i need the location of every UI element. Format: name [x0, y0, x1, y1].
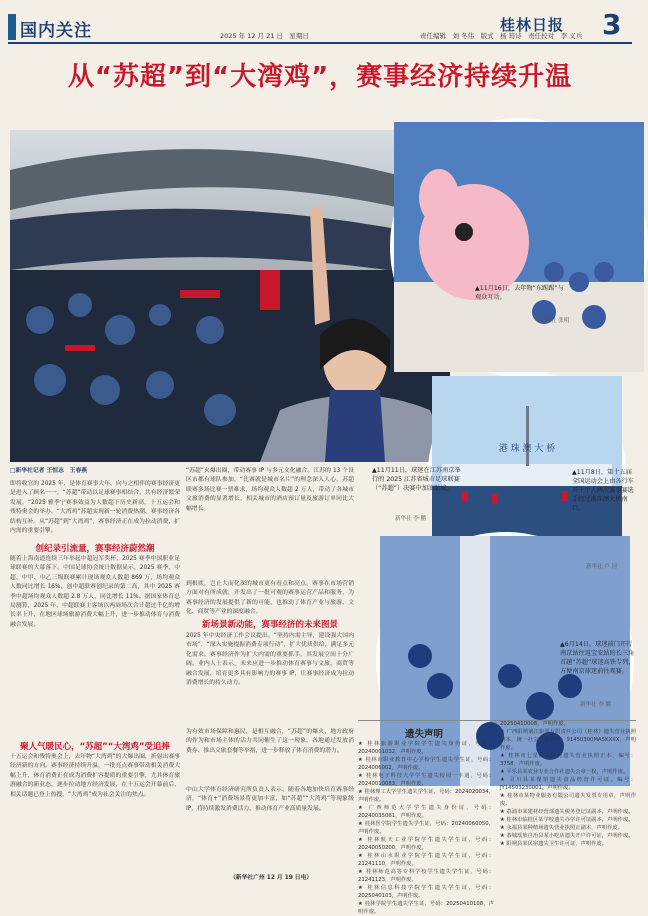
page-number: 3 [602, 8, 622, 41]
newspaper-logo: 桂林日报 [500, 16, 565, 34]
notice-item: ★ 阳朔县某民宿遗失卫生许可证，声明作废。 [500, 841, 608, 847]
main-photo-fan-cheering [10, 130, 450, 462]
notice-item: ★ 桂林信息科技学院学生遗失学生证，号码：2025040103，声明作废。 [358, 885, 494, 899]
caption-text: ▲11月8日，第十五届全国运动会上由各行车开千个人两次赛事赛选手经过港珠澳大桥南口。 [572, 469, 634, 512]
editor-credits: 责任编辑 刘 冬伟 版式 杨 筠诗 责任校对 李 义兵 [420, 32, 583, 40]
date-line: 2025 年 12 月 21 日 星期日 [220, 32, 309, 40]
caption-mascot [475, 284, 565, 302]
notice-item: ★ 荔浦市某建材经营部遗失税务登记证副本，声明作废。 [500, 809, 634, 815]
caption-source: 新华社 李 鹏 [580, 702, 611, 708]
subhead-2: 聚人气暖民心，“苏超”“大湾鸡”受追捧 [20, 742, 170, 752]
header-divider [8, 42, 632, 44]
notice-item: ★ 桂林市某物业服务有限公司遗失发票专用章，声明作废。 [500, 793, 636, 807]
section-title: 国内关注 [20, 21, 92, 41]
section-bar [8, 14, 16, 40]
notice-item: ★ 平乐县某农业专业合作社遗失公章一枚，声明作废。 [500, 769, 629, 775]
hzmb-sign-text: 港 珠 澳 大 桥 [498, 444, 556, 454]
notice-item: ★ 桂林医学院学生遗失学生证，号码：20240060050，声明作废。 [358, 821, 494, 835]
notice-item: ★ 桂林学院学生遗失学生证，号码：20250410108，声明作废。 [358, 901, 494, 915]
headline: 从“苏超”到“大湾鸡”，赛事经济持续升温 [67, 62, 573, 92]
article-body-2: 十五运会和残特奥会上，去年物“大湾鸡”的大爆出圈，折射出赛事经济新的方向。赛事经济持续升温，一批亮点赛事带动相关消费大幅上升，体育消费正在成为消费扩容提质的重要引擎，尤其体育旅游融合的新业态，逐步拉动地方经济发展，在十五运会开幕前后，相关话题已登上热搜，“大湾鸡”成为社会关注的焦点。 [10, 754, 180, 798]
subhead-3: 新场景新动能，赛事经济的未来图景 [201, 620, 338, 630]
notice-item: ★ 桂林理工大学学生遗失学生证，号码：2024020034，声明作废。 [358, 789, 494, 803]
notice-item: ★ 灵川县某餐馆遗失食品经营许可证，编号：JY14503230001，声明作废。 [500, 777, 636, 791]
caption-bridge [572, 468, 634, 513]
caption-train [560, 640, 636, 676]
caption-text: ▲11月16日，去年物“东踢踢”与观众互动。 [475, 285, 564, 301]
byline: □新华社记者 王恒志 王春燕 [10, 468, 88, 474]
caption-source: 新华社 张明 [540, 318, 570, 324]
caption-text: ▲6月14日，球迷前门开行南京站往返宝安站的长三角首趟“苏超”球迷高铁专列，方便南京球迷前往观赛。 [560, 641, 635, 675]
article-body-1: 随着上海南道连续三年举起中超冠军奖杯，2025 赛季中国职业足球联赛的大幕落下。中国足球协会统计数据显示，2025 赛季，中超、中甲、中乙三级联赛累计现场观众人数超 869 万，场均观众人数同比增长 16%，创中超联赛创纪录的第二高，其中 2025 赛季中超场均观众人数超 2.8 万人，同比增长 11%。据国家体育总局测算，2025 年，中超联赛主客场以两周场次合计超过千亿的增长率上升，在地区球场旅游消费大幅上升，进一步推动体育与消费融合发展。 [10, 556, 180, 628]
article-body-5: 2025 年中央经济工作会议提出，“坚持内需主导，建设强大国内市场”，“深入实施提振消费专项行动”，扩大优质供给，满足多元化需求。赛事经济作为扩大内需的重要抓手，其发展空间十分广阔。业内人士表示，未来应进一步推动体育赛事与文旅、商贸等融合发展，培育更多具有影响力的赛事 IP，让赛事经济成为拉动消费增长的持久动力。 [186, 633, 354, 687]
notice-list-left [358, 740, 494, 915]
notice-item: ★ 永福县某种植场遗失营业执照正副本，声明作废。 [500, 825, 623, 831]
notice-list-right [500, 720, 636, 890]
caption-final-cheer [372, 466, 462, 493]
notice-title: 遗失声明 [405, 729, 444, 740]
notice-item: ★ 桂林市临桂区某学校遗失办学许可证副本，声明作废。 [500, 817, 634, 823]
notice-item: ★ 恭城瑶族自治县某小吃店遗失开户许可证，声明作废。 [500, 833, 634, 839]
notice-item: ★ 广西阳朔漓江旅游有限责任公司（桂林）遗失营业执照副本，统一社会信用代码：91450300MA5KXXX，声明作废。 [500, 729, 636, 751]
caption-source: 新华社 李 鹏 [395, 516, 426, 522]
article-body-6: 为有效市场保障和惠民，是相互融合，“苏超”的爆火，地方政府的作为和市场主体的活力共同催生了这一现象，各地通过发放消费券、推出文旅套餐等举措，进一步释放了体育消费的潜力。 [186, 729, 354, 754]
notice-item: ★ 桂林市职业教育中心学校学生遗失学生证，号码：2024006002，声明作废。 [358, 757, 494, 771]
subhead-1: 创纪录引流量，赛事经济蔚然潮 [35, 544, 155, 554]
notice-item: ★ 桂林师范高等专科学校学生遗失学生证，号码：21241123，声明作废。 [358, 869, 494, 883]
article-intro: 即将收官的 2025 年，是体育赛事大年。向与之相伴的赛事经济更是进入了顾名一一。“苏超”带动以足球赛事相结合，共有经济繁荣发展，“2025 雅季宁赛事效益为人数超下历史新高，十五运会和残特奥会的举办，“大湾鸡”苏超实现新一轮消费热潮、赛事经济各结构互补。从“苏超”到“大湾鸡”，赛事经济正在成为拉动消费、扩内需的重要引擎。 [10, 481, 180, 535]
article-body-4: 到根底，岂止大而化深的城市更有看点和亮点。赛事在市场营销方面对有所成就，开发出了一批可观的赛事运营产品和服务，为赛事经济的发展提供了新的可能，也推动了体育产业与旅游、文化、商贸等产业的深度融合。 [186, 581, 354, 616]
article-body-7: 中山大学体育经济研究所负责人表示，随着各地加快培育赛事经济，“体育+”消费场景将更加丰富，如“苏超”“大湾鸡”等现象级 IP，将持续激发消费活力，推动体育产业高质量发展。 [186, 787, 354, 812]
caption-text: ▲11月11日，球迷在江苏南京举行的 2025 江苏省城市足球联赛（“苏超”）决赛中加油助威。 [372, 467, 461, 492]
notice-item: ★ 广西师范大学学生遗失身份证，号码：20240035061，声明作废。 [358, 805, 494, 819]
notice-item: ★ 桂林市七星区某商行遗失营业执照正本，编号：3758，声明作废。 [500, 753, 636, 767]
notice-item: ★ 桂林航天工业学院学生遗失学生证，号码：20240050200，声明作废。 [358, 837, 494, 851]
article-body-3: “苏超”火爆出圈，带动赛事 IP 与多元文化融合。江苏的 13 个设区市都有球队参加，“比赛就是城市名片”的理念深入人心，苏超联赛多场比赛一票难求，场均观众人数超 2 万人，带动了各城市文旅消费的显著增长，相关城市的酒店预订量及旅游订单同比大幅增长。 [186, 468, 354, 512]
source-note: （新华社广州 12 月 19 日电） [230, 875, 313, 881]
notice-item: ★ 桂林旅游职业学院学生遗失身份证，号码：20240001032，声明作废。 [358, 741, 494, 755]
notice-item: ★ 桂林山水职业学院学生遗失学生证，号码：21241110，声明作废。 [358, 853, 494, 867]
photo-mascot-interaction [390, 118, 648, 376]
notice-item: ★ 桂林电子科技大学学生遗失校园一卡通，号码：20240010083，声明作废。 [358, 773, 494, 787]
caption-source: 新华社 卢 同 [586, 564, 617, 570]
notice-item: 20250410008，声明作废。 [500, 721, 569, 727]
